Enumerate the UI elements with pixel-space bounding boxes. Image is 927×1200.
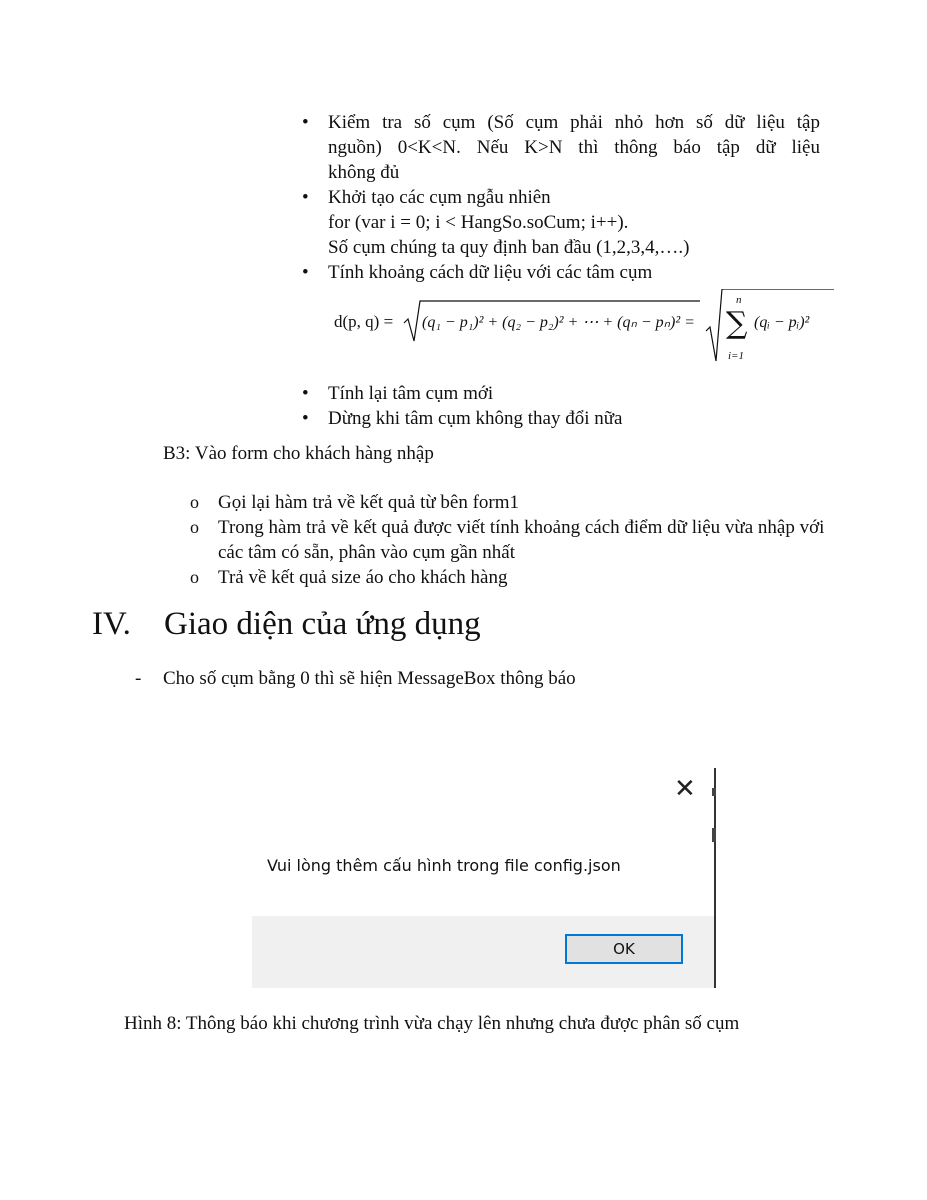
list-item-text: • Tính khoảng cách dữ liệu với các tâm cụm: [328, 262, 653, 283]
sum-upper-limit: n: [736, 294, 742, 306]
dash-item-text: Cho số cụm bằng 0 thì sẽ hiện MessageBox thông báo: [163, 668, 576, 689]
list-item-text: Số cụm chúng ta quy định ban đầu (1,2,3,4,….): [328, 237, 690, 258]
list-item-text: for (var i = 0; i < HangSo.soCum; i++).: [328, 212, 629, 233]
close-icon[interactable]: ✕: [674, 774, 696, 804]
list-item-text: • Kiểm tra số cụm (Số cụm phải nhỏ hơn số dữ liệu tập: [328, 112, 820, 133]
section-number: IV.: [92, 606, 131, 642]
list-item-text: • Khởi tạo các cụm ngẫu nhiên: [328, 187, 551, 208]
algorithm-steps-list: [300, 110, 820, 431]
messagebox-screenshot: [252, 768, 716, 988]
list-item: [300, 185, 820, 260]
dash-list-item: [135, 668, 576, 690]
list-item-text: • Dừng khi tâm cụm không thay đổi nữa: [328, 408, 623, 429]
list-item: o Gọi lại hàm trả về kết quả từ bên form1: [190, 490, 825, 515]
list-item: [300, 110, 820, 185]
list-item: [300, 381, 820, 406]
list-item: [300, 406, 820, 431]
list-item: [300, 260, 820, 381]
messagebox-button-bar: [252, 916, 714, 988]
euclidean-distance-formula: [328, 289, 820, 381]
ok-button[interactable]: OK: [565, 934, 683, 964]
list-item: o Trong hàm trả về kết quả được viết tính khoảng cách điểm dữ liệu vừa nhập với các tâm có sẵn, phân vào cụm gần nhất: [190, 515, 825, 565]
section-heading: [92, 606, 481, 643]
formula-graphic: [334, 289, 834, 379]
list-item-text: không đủ: [328, 162, 400, 183]
sum-lower-limit: i=1: [728, 350, 744, 362]
list-item-text: • Tính lại tâm cụm mới: [328, 383, 494, 404]
window-border-mark: [712, 828, 716, 842]
list-item-text: nguồn) 0<K<N. Nếu K>N thì thông báo tập dữ liệu: [328, 137, 820, 158]
figure-caption: Hình 8: Thông báo khi chương trình vừa chạy lên nhưng chưa được phân số cụm: [124, 1013, 740, 1034]
sum-body: (qᵢ − pᵢ)²: [754, 314, 810, 331]
messagebox-text: Vui lòng thêm cấu hình trong file config.json: [267, 856, 621, 875]
formula-middle: (q₁ − p₁)² + (q₂ − p₂)² + ⋯ + (qₙ − pₙ)² =: [422, 314, 695, 331]
window-border: [714, 768, 716, 988]
sigma-icon: ∑: [726, 306, 748, 341]
window-border-mark: [712, 788, 716, 796]
section-title: Giao diện của ứng dụng: [164, 606, 481, 642]
dash-marker: -: [135, 668, 142, 689]
step-3-heading: B3: Vào form cho khách hàng nhập: [163, 443, 434, 464]
step-3-sublist: [190, 490, 825, 590]
list-item: o Trả về kết quả size áo cho khách hàng: [190, 565, 825, 590]
formula-lhs: d(p, q) =: [334, 312, 394, 331]
